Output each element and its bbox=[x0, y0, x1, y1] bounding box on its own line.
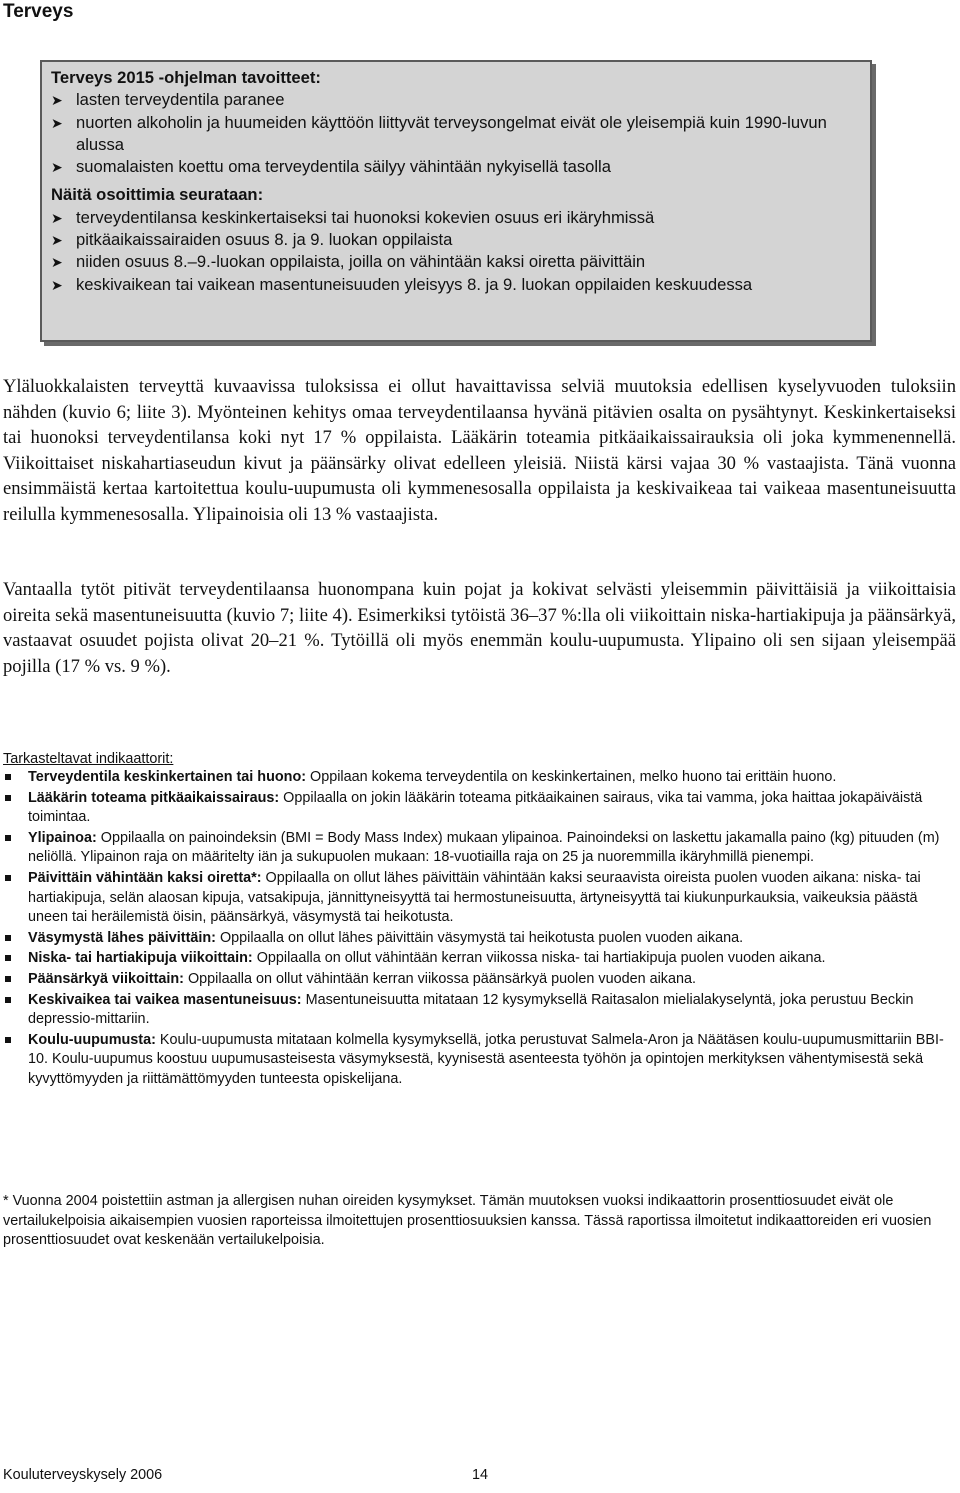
list-item: Väsymystä lähes päivittäin: Oppilaalla on ollut lähes päivittäin väsymystä tai heikotusta puolen vuoden aikana. bbox=[3, 929, 956, 949]
monitored-indicators-list bbox=[51, 207, 870, 296]
arrowhead-icon: ➤ bbox=[51, 209, 63, 226]
footer-source: Kouluterveyskysely 2006 bbox=[3, 1467, 163, 1483]
arrowhead-icon: ➤ bbox=[51, 92, 63, 109]
list-item: ➤ keskivaikean tai vaikean masentuneisuuden yleisyys 8. ja 9. luokan oppilaiden keskuudessa bbox=[51, 274, 870, 296]
list-item: Koulu-uupumusta: Koulu-uupumusta mitataan kolmella kysymyksellä, jotka perustuvat Salmela-Aron ja Näätäsen koulu-uupumusmittariin BBI-10. Koulu-uupumus koostuu uupumusasteisesta väsymyksestä, kyynisestä asenteesta työhön ja opintojen merkityksen vähentymisestä sekä kyvyttömyyden ja riittämättömyyden tunteesta opiskelijana. bbox=[3, 1031, 956, 1090]
arrowhead-icon: ➤ bbox=[51, 232, 63, 249]
indicators-section-title: Tarkasteltavat indikaattorit: bbox=[3, 751, 174, 767]
indicator-definitions-list bbox=[3, 768, 956, 1091]
goals-box bbox=[40, 60, 872, 342]
list-item: Keskivaikea tai vaikea masentuneisuus: Masentuneisuutta mitataan 12 kysymyksellä Raitasalon mielialakyselyntä, joka perustuu Beckin depressio-mittariin. bbox=[3, 991, 956, 1030]
square-bullet-icon bbox=[5, 835, 11, 841]
list-item: Niska- tai hartiakipuja viikoittain: Oppilaalla on ollut vähintään kerran viikossa niska- tai hartiakipuja puolen vuoden aikana. bbox=[3, 949, 956, 969]
page-title: Terveys bbox=[3, 1, 74, 22]
list-item: Päivittäin vähintään kaksi oiretta*: Oppilaalla on ollut lähes päivittäin vähintään kaksi seuraavista oireista puolen vuoden aikana: niska- tai hartiakipuja, selän alaosan kipuja, vatsakipuja, jännittyneisyyttä tai hermostuneisuutta, ärtyneisyyttä tai kiukunpurkauksia, vaikeuksia päästä uneen tai heräilemistä öisin, päänsärkyä, väsymystä tai heikotusta. bbox=[3, 869, 956, 928]
square-bullet-icon bbox=[5, 976, 11, 982]
square-bullet-icon bbox=[5, 955, 11, 961]
list-item: ➤ pitkäaikaissairaiden osuus 8. ja 9. luokan oppilaista bbox=[51, 229, 870, 251]
goals-heading: Terveys 2015 -ohjelman tavoitteet: bbox=[51, 68, 321, 87]
square-bullet-icon bbox=[5, 1037, 11, 1043]
page-number: 14 bbox=[472, 1467, 489, 1483]
arrowhead-icon: ➤ bbox=[51, 276, 63, 293]
square-bullet-icon bbox=[5, 875, 11, 881]
arrowhead-icon: ➤ bbox=[51, 114, 63, 131]
list-item: ➤ terveydentilansa keskinkertaiseksi tai huonoksi kokevien osuus eri ikäryhmissä bbox=[51, 207, 870, 229]
body-paragraph: Vantaalla tytöt pitivät terveydentilaansa huonompana kuin pojat ja kokivat selvästi yleisemmin päivittäisiä ja viikoittaisia oireita sekä masentuneisuutta (kuvio 7; liite 4). Esimerkiksi tytöistä 36–37 %:lla oli viikoittain niska-hartiakipuja ja päänsärkyä, vastaavat osuudet pojista olivat 20–21 %. Tytöillä oli myös enemmän koulu-uupumusta. Ylipaino oli sen sijaan yleisempää pojilla (17 % vs. 9 %). bbox=[3, 579, 956, 677]
body-paragraph: Yläluokkalaisten terveyttä kuvaavissa tuloksissa ei ollut havaittavissa selviä muutoksia edellisen kyselyvuoden tuloksiin nähden (kuvio 6; liite 3). Myönteinen kehitys omaa terveydentilaansa hyvänä pitävien osalta on pysähtynyt. Keskinkertaiseksi tai huonoksi terveydentilansa koki nyt 17 % oppilaista. Lääkärin toteamia pitkäaikaissairauksia oli joka kymmenennellä. Viikoittaiset niskahartiaseudun kivut ja päänsärky olivat edelleen yleisiä. Niistä kärsi vajaa 30 % vastaajista. Tänä vuonna ensimmäistä kertaa kartoitettua koulu-uupumusta oli kymmenesosalla oppilaista ja keskivaikeaa tai vaikeaa masentuneisuutta reilulla kymmenesosalla. Ylipainoisia oli 13 % vastaajista. bbox=[3, 376, 956, 525]
arrowhead-icon: ➤ bbox=[51, 159, 63, 176]
goals-list bbox=[51, 89, 870, 178]
list-item: Lääkärin toteama pitkäaikaissairaus: Oppilaalla on jokin lääkärin toteama pitkäaikainen sairaus, vika tai vamma, joka haittaa jokapäiväistä toimintaa. bbox=[3, 789, 956, 828]
list-item: ➤ nuorten alkoholin ja huumeiden käyttöön liittyvät terveysongelmat eivät ole yleisempiä kuin 1990-luvun alussa bbox=[51, 112, 827, 154]
footnote: * Vuonna 2004 poistettiin astman ja allergisen nuhan oireiden kysymykset. Tämän muutoksen vuoksi indikaattorin prosenttiosuudet eivät ole vertailukelpoisia aikaisempien vuosien raporteissa ilmoitettujen prosenttiosuuksien kanssa. Tässä raportissa ilmoitetut indikaattoreiden eri vuosien prosenttiosuudet ovat keskenään vertailukelpoisia. bbox=[3, 1193, 932, 1249]
square-bullet-icon bbox=[5, 795, 11, 801]
arrowhead-icon: ➤ bbox=[51, 254, 63, 271]
list-item: ➤ niiden osuus 8.–9.-luokan oppilaista, joilla on vähintään kaksi oiretta päivittäin bbox=[51, 251, 870, 273]
list-item: Terveydentila keskinkertainen tai huono: Oppilaan kokema terveydentila on keskinkertainen, melko huono tai erittäin huono. bbox=[3, 768, 956, 788]
indicators-heading: Näitä osoittimia seurataan: bbox=[51, 185, 264, 205]
square-bullet-icon bbox=[5, 997, 11, 1003]
list-item: Ylipainoa: Oppilaalla on painoindeksin (BMI = Body Mass Index) mukaan ylipainoa. Painoindeksi on laskettu jakamalla paino (kg) pituuden (m) neliöllä. Ylipainon raja on määritelty iän ja sukupuolen mukaan: 18-vuotiailla raja on 25 ja nuoremmilla ikäryhmillä pienempi. bbox=[3, 829, 956, 868]
list-item: Päänsärkyä viikoittain: Oppilaalla on ollut vähintään kerran viikossa päänsärkyä puolen vuoden aikana. bbox=[3, 970, 956, 990]
square-bullet-icon bbox=[5, 774, 11, 780]
square-bullet-icon bbox=[5, 935, 11, 941]
list-item: ➤ suomalaisten koettu oma terveydentila säilyy vähintään nykyisellä tasolla bbox=[51, 156, 870, 178]
list-item: ➤ lasten terveydentila paranee bbox=[51, 89, 870, 111]
